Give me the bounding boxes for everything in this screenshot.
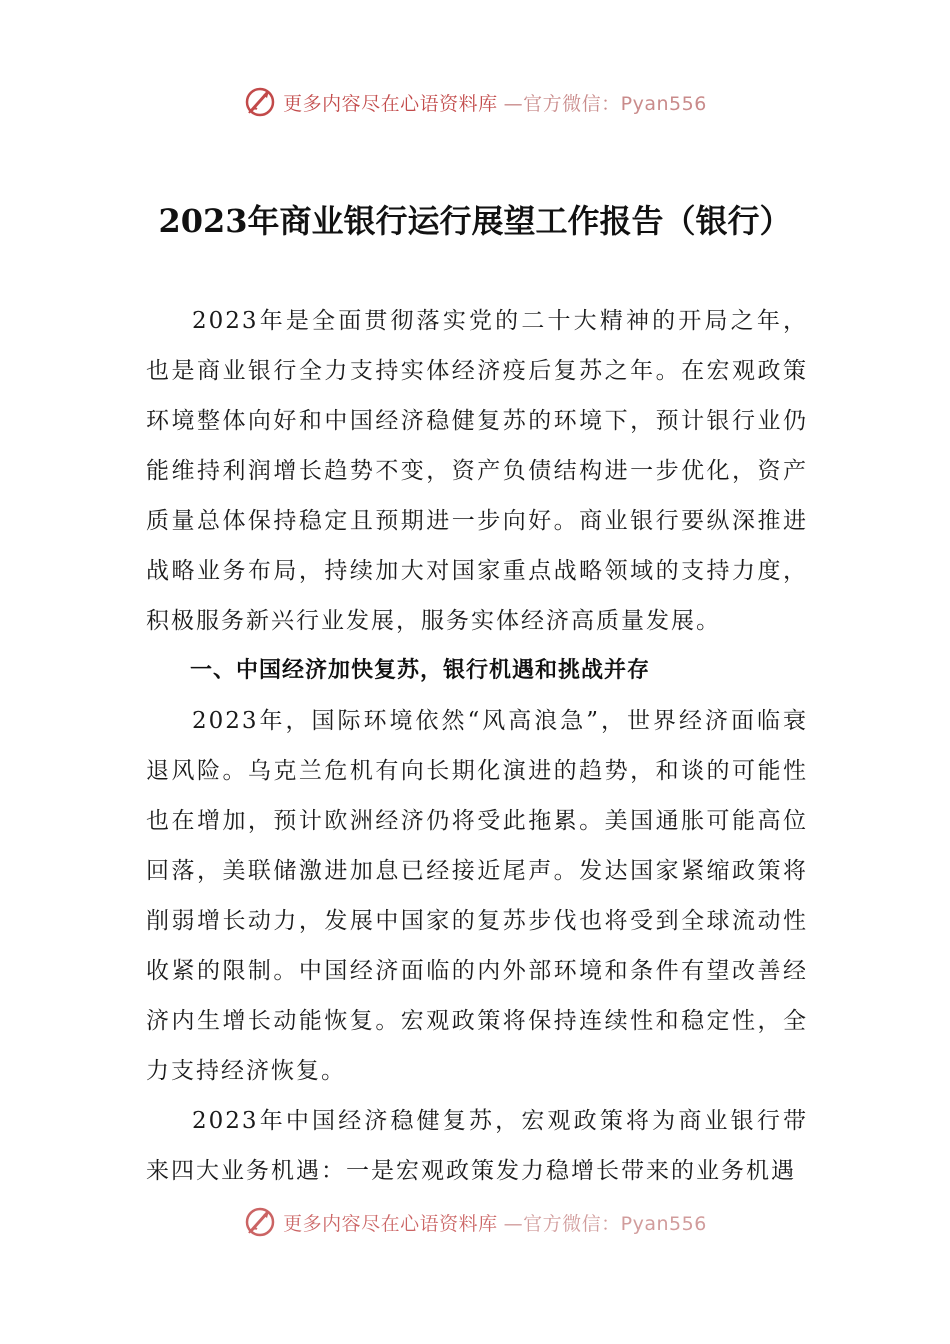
body-paragraph: 2023年，国际环境依然“风高浪急”，世界经济面临衰退风险。乌克兰危机有向长期化演进的趋势，和谈的可能性也在增加，预计欧洲经济仍将受此拖累。美国通胀可能高位回落，美联储激进加息已经接近尾声。发达国家紧缩政策将削弱增长动力，发展中国家的复苏步伐也将受到全球流动性收紧的限制。中国经济面临的内外部环境和条件有望改善经济内生增长动能恢复。宏观政策将保持连续性和稳定性，全力支持经济恢复。 xyxy=(146,708,808,1084)
section-heading: 一、中国经济加快复苏，银行机遇和挑战并存 xyxy=(190,658,651,683)
body-paragraph: 2023年中国经济稳健复苏，宏观政策将为商业银行带来四大业务机遇：一是宏观政策发力稳增长带来的业务机遇 xyxy=(146,1108,808,1184)
watermark-brand-text: 更多内容尽在心语资料库 xyxy=(283,92,498,115)
watermark-contact-text: —官方微信：Pyan556 xyxy=(503,92,707,115)
document-title: 2023年商业银行运行展望工作报告（银行） xyxy=(158,202,792,240)
body-paragraph: 2023年是全面贯彻落实党的二十大精神的开局之年，也是商业银行全力支持实体经济疫后复苏之年。在宏观政策环境整体向好和中国经济稳健复苏的环境下，预计银行业仍能维持利润增长趋势不变，资产负债结构进一步优化，资产质量总体保持稳定且预期进一步向好。商业银行要纵深推进战略业务布局，持续加大对国家重点战略领域的支持力度，积极服务新兴行业发展，服务实体经济高质量发展。 xyxy=(146,308,808,634)
pen-logo-icon xyxy=(243,1205,277,1239)
header-watermark xyxy=(0,80,950,124)
watermark-contact-text: —官方微信：Pyan556 xyxy=(503,1212,707,1235)
document-body xyxy=(146,296,808,1196)
watermark-brand-text: 更多内容尽在心语资料库 xyxy=(283,1212,498,1235)
pen-logo-icon xyxy=(243,85,277,119)
footer-watermark xyxy=(0,1200,950,1244)
